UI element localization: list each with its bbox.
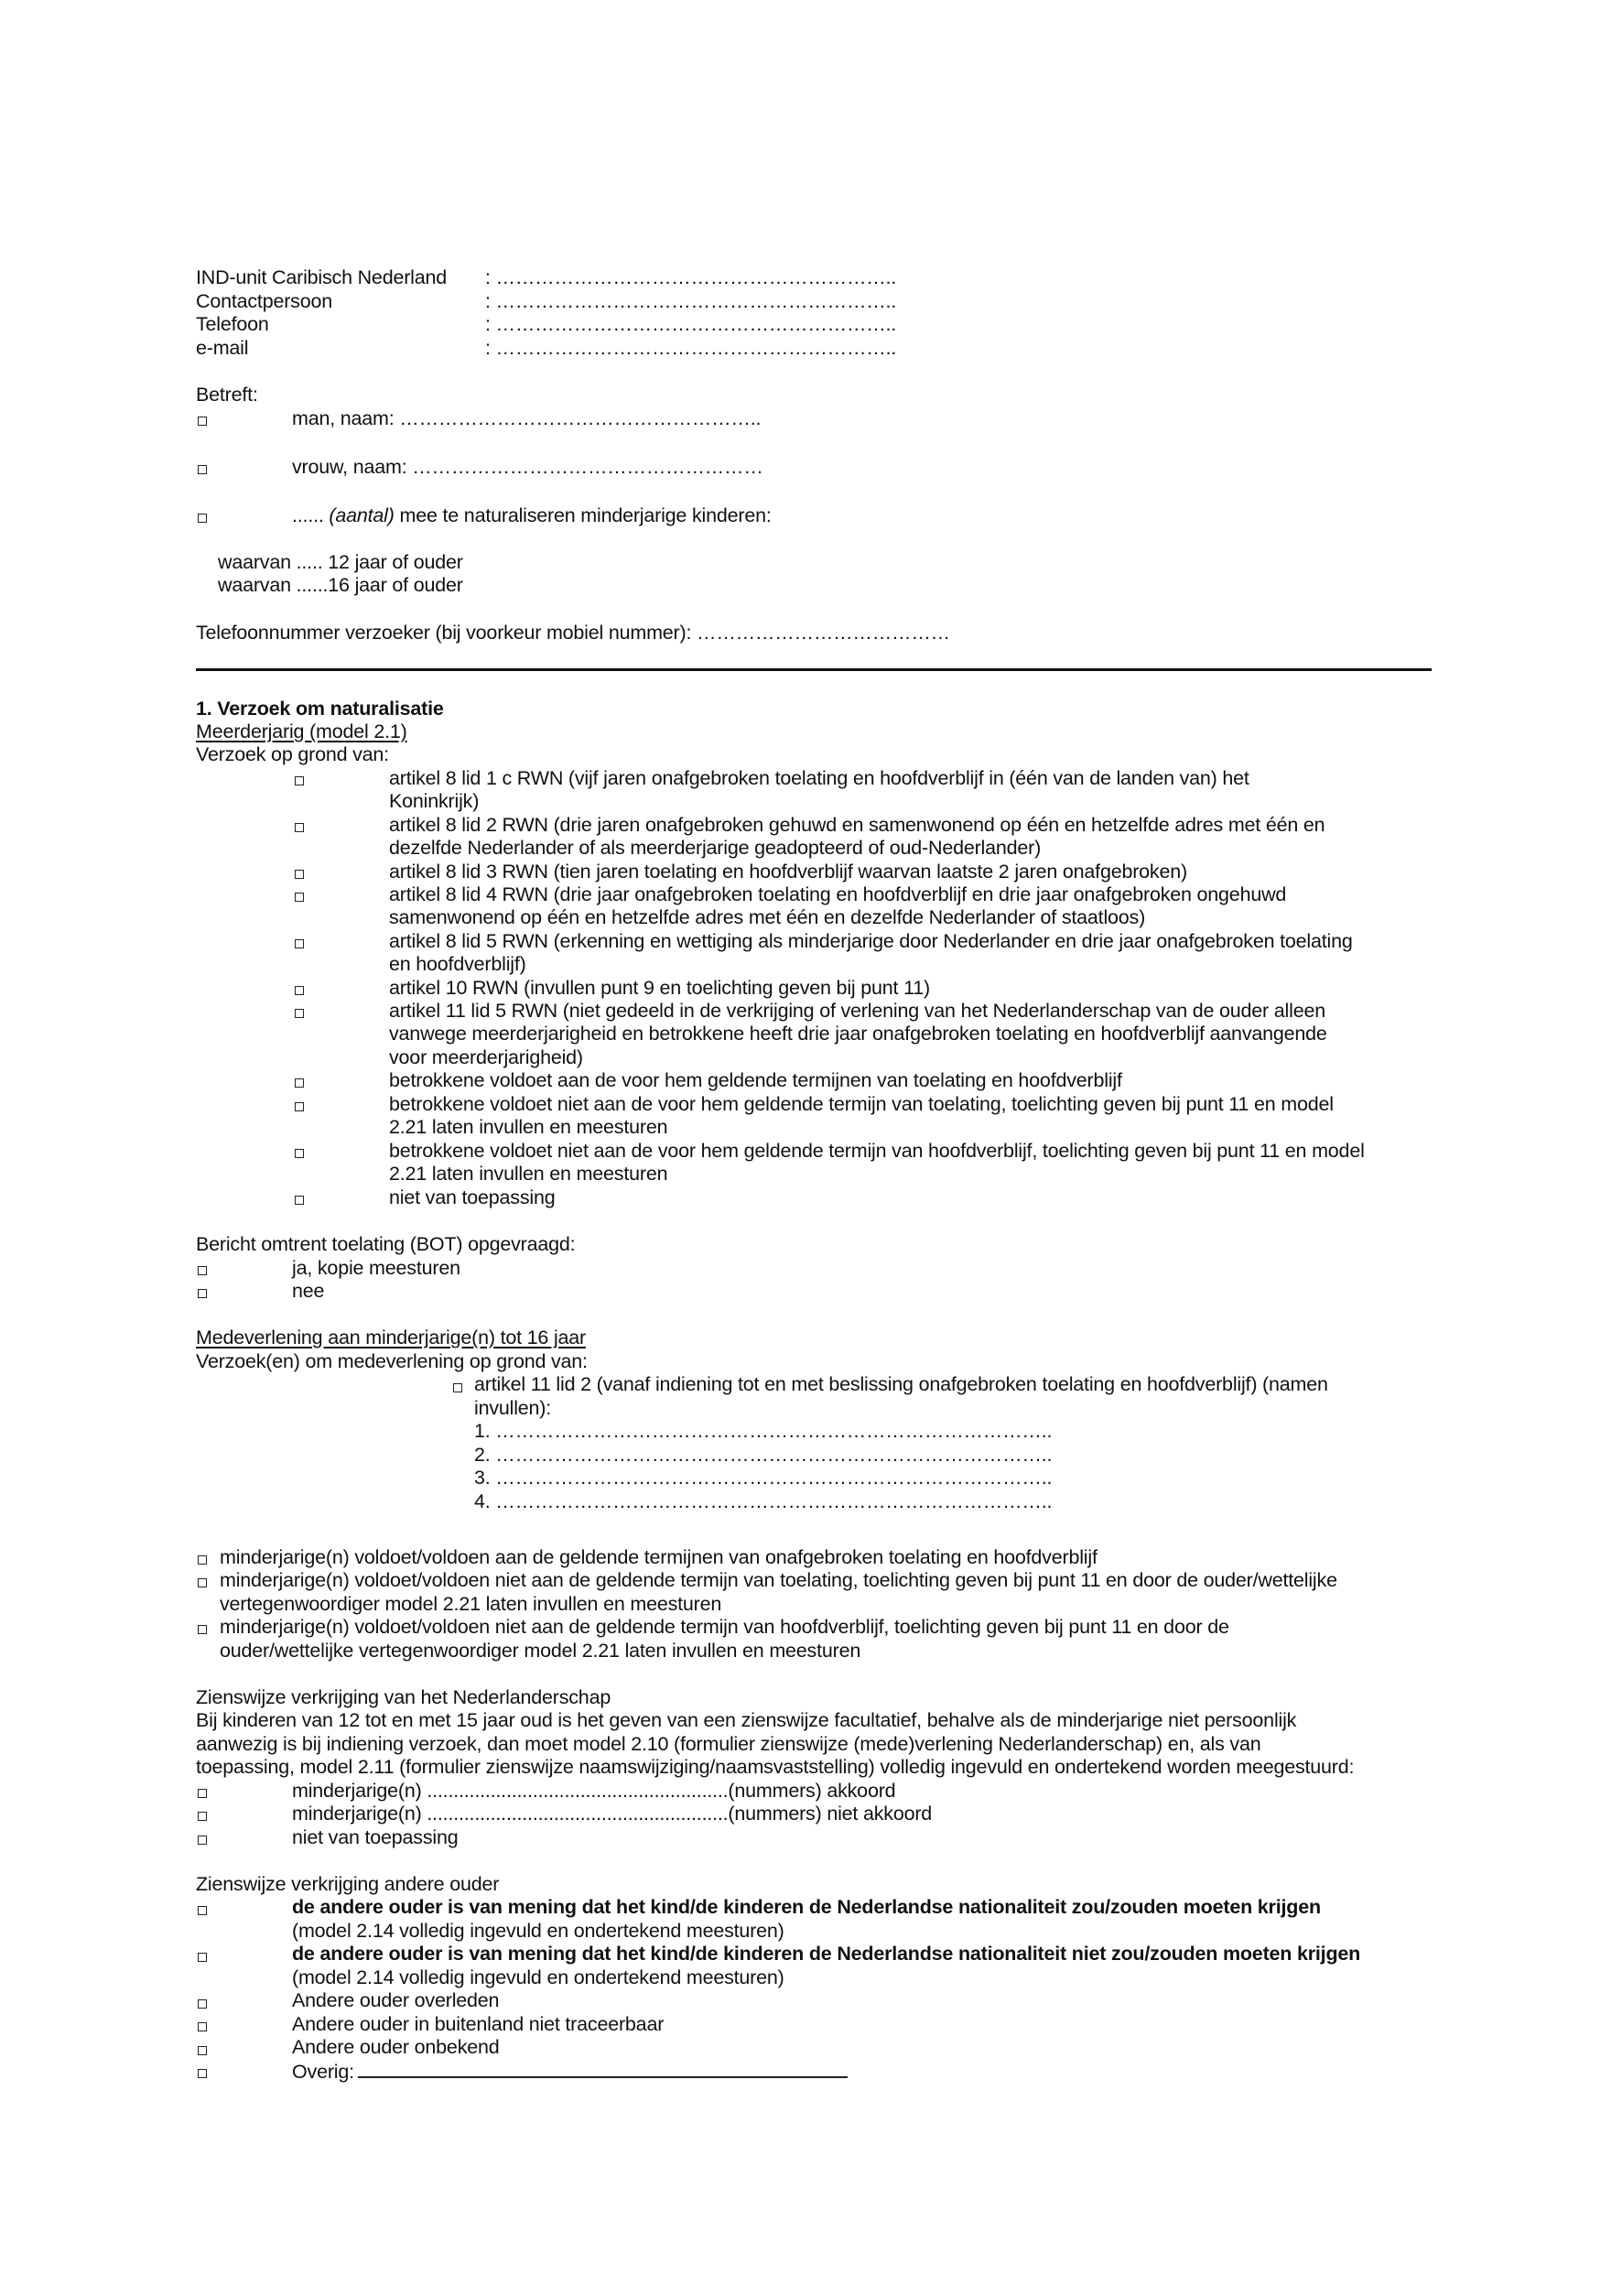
checkbox-ouder-niet[interactable] (198, 1953, 207, 1962)
ouder-option-niet: de andere ouder is van mening dat het kind/de kinderen de Nederlandse nationaliteit niet zou/zouden moeten krijgen (292, 1943, 1361, 1965)
minor-term-2-line2: vertegenwoordiger model 2.21 laten invullen en meesturen (220, 1593, 722, 1615)
field-label-ind-unit: IND-unit Caribisch Nederland (196, 266, 448, 288)
betreft-vrouw[interactable]: vrouw, naam: ……………………………………………… (292, 456, 763, 478)
field-value-telefoon[interactable]: : …………………………………………………….. (485, 313, 897, 335)
checkbox-ground-10[interactable] (295, 1149, 304, 1158)
betreft-man[interactable]: man, naam: ……………………………………………….. (292, 407, 762, 429)
checkbox-ground-5[interactable] (295, 939, 304, 948)
bot-option-nee: nee (292, 1280, 325, 1302)
ground-7-line3: voor meerderjarigheid) (389, 1046, 583, 1068)
ground-6-line1: artikel 10 RWN (invullen punt 9 en toelichting geven bij punt 11) (389, 977, 930, 999)
ground-1-line2: Koninkrijk) (389, 790, 480, 812)
bot-option-ja: ja, kopie meesturen (292, 1257, 460, 1279)
checkbox-ground-3[interactable] (295, 870, 304, 879)
checkbox-bot-ja[interactable] (198, 1266, 207, 1275)
kinderen-dots: ...... (292, 504, 324, 526)
checkbox-zienswijze-niet-akkoord[interactable] (198, 1812, 207, 1821)
checkbox-kinderen[interactable] (198, 514, 207, 523)
field-value-ind-unit[interactable]: : …………………………………………………….. (485, 266, 897, 288)
checkbox-minor-term-1[interactable] (198, 1555, 207, 1565)
field-value-email[interactable]: : …………………………………………………….. (485, 337, 897, 359)
ground-7-line1: artikel 11 lid 5 RWN (niet gedeeld in de verkrijging of verlening van het Nederlanderschap van de ouder alleen (389, 1000, 1325, 1022)
section-title: 1. Verzoek om naturalisatie (196, 698, 444, 720)
medeverlening-label: Verzoek(en) om medeverlening op grond van: (196, 1350, 588, 1372)
ouder-option-wel-note: (model 2.14 volledig ingevuld en ondertekend meesturen) (292, 1920, 784, 1942)
ground-2-line1: artikel 8 lid 2 RWN (drie jaren onafgebroken gehuwd en samenwonend op één en hetzelfde adres met één en (389, 814, 1325, 836)
ouder-option-onbekend: Andere ouder onbekend (292, 2036, 500, 2058)
zienswijze-option-akkoord[interactable]: minderjarige(n) .........................................................(nummers) akkoord (292, 1780, 896, 1802)
section-subtitle: Meerderjarig (model 2.1) (196, 720, 407, 742)
ground-3-line1: artikel 8 lid 3 RWN (tien jaren toelating en hoofdverblijf waarvan laatste 2 jaren onafgebroken) (389, 861, 1187, 883)
field-label-email: e-mail (196, 337, 249, 359)
field-value-contactpersoon[interactable]: : …………………………………………………….. (485, 290, 897, 312)
checkbox-ground-4[interactable] (295, 893, 304, 902)
kinderen-aantal: (aantal) (329, 504, 395, 526)
medeverlening-option-line2: invullen): (474, 1397, 552, 1419)
minor-term-1-line1: minderjarige(n) voldoet/voldoen aan de geldende termijnen van onafgebroken toelating en hoofdverblijf (220, 1546, 1098, 1568)
waarvan-12[interactable]: waarvan ..... 12 jaar of ouder (218, 551, 463, 573)
ouder-option-overig (292, 2060, 848, 2085)
ouder-title: Zienswijze verkrijging andere ouder (196, 1873, 500, 1895)
ouder-option-wel: de andere ouder is van mening dat het kind/de kinderen de Nederlandse nationaliteit zou/zouden moeten krijgen (292, 1896, 1321, 1918)
checkbox-ouder-wel[interactable] (198, 1906, 207, 1915)
grounds-label: Verzoek op grond van: (196, 743, 389, 765)
minor-term-2-line1: minderjarige(n) voldoet/voldoen niet aan de geldende termijn van toelating, toelichting geven bij punt 11 en door de ouder/wettelijke (220, 1569, 1337, 1591)
ouder-option-niet-traceerbaar: Andere ouder in buitenland niet traceerbaar (292, 2013, 665, 2035)
bot-label: Bericht omtrent toelating (BOT) opgevraagd: (196, 1233, 576, 1255)
checkbox-ground-2[interactable] (295, 823, 304, 832)
minor-term-3-line2: ouder/wettelijke vertegenwoordiger model 2.21 laten invullen en meesturen (220, 1640, 861, 1662)
zienswijze-text-line3: toepassing, model 2.11 (formulier zienswijze naamswijziging/naamsvaststelling) volledig ingevuld en ondertekend worden meegestuurd: (196, 1756, 1355, 1778)
ground-8-line1: betrokkene voldoet aan de voor hem geldende termijnen van toelating en hoofdverblijf (389, 1069, 1122, 1091)
checkbox-ground-11[interactable] (295, 1196, 304, 1205)
field-label-telefoon: Telefoon (196, 313, 269, 335)
checkbox-ouder-overleden[interactable] (198, 1999, 207, 2009)
checkbox-ground-9[interactable] (295, 1102, 304, 1111)
telefoonnummer-verzoeker[interactable]: Telefoonnummer verzoeker (bij voorkeur mobiel nummer): ………………………………… (196, 622, 950, 644)
checkbox-ouder-overig[interactable] (198, 2069, 207, 2078)
checkbox-vrouw[interactable] (198, 465, 207, 474)
ground-4-line2: samenwonend op één en hetzelfde adres met één en dezelfde Nederlander of staatloos) (389, 906, 1146, 928)
ground-10-line2: 2.21 laten invullen en meesturen (389, 1163, 668, 1185)
betreft-label: Betreft: (196, 384, 258, 406)
zienswijze-title: Zienswijze verkrijging van het Nederlanderschap (196, 1686, 611, 1708)
checkbox-ouder-niet-traceerbaar[interactable] (198, 2022, 207, 2031)
checkbox-man[interactable] (198, 417, 207, 426)
betreft-kinderen[interactable] (292, 504, 772, 528)
name-field-2[interactable]: 2. ………………………………………………………………………….. (474, 1444, 1053, 1466)
checkbox-ground-8[interactable] (295, 1078, 304, 1088)
checkbox-minor-term-2[interactable] (198, 1578, 207, 1587)
ground-7-line2: vanwege meerderjarigheid en betrokkene heeft drie jaar onafgebroken toelating en hoofdverblijf aanvangende (389, 1023, 1327, 1045)
checkbox-ground-7[interactable] (295, 1009, 304, 1018)
checkbox-zienswijze-nvt[interactable] (198, 1836, 207, 1845)
zienswijze-option-nvt: niet van toepassing (292, 1826, 459, 1848)
ground-5-line2: en hoofdverblijf) (389, 953, 526, 975)
checkbox-medeverlening[interactable] (453, 1383, 462, 1392)
ouder-option-overleden: Andere ouder overleden (292, 1989, 500, 2011)
checkbox-ground-6[interactable] (295, 986, 304, 995)
waarvan-16[interactable]: waarvan ......16 jaar of ouder (218, 574, 463, 596)
checkbox-minor-term-3[interactable] (198, 1625, 207, 1634)
ground-5-line1: artikel 8 lid 5 RWN (erkenning en wettiging als minderjarige door Nederlander en drie jaar onafgebroken toelating (389, 930, 1353, 952)
ground-9-line2: 2.21 laten invullen en meesturen (389, 1116, 668, 1138)
ground-11-line1: niet van toepassing (389, 1186, 556, 1208)
checkbox-zienswijze-akkoord[interactable] (198, 1789, 207, 1798)
medeverlening-option-line1: artikel 11 lid 2 (vanaf indiening tot en met beslissing onafgebroken toelating en hoofdverblijf) (namen (474, 1373, 1328, 1395)
zienswijze-text-line2: aanwezig is bij indiening verzoek, dan moet model 2.10 (formulier zienswijze (mede)verlening Nederlanderschap) en, als van (196, 1733, 1261, 1755)
medeverlening-title: Medeverlening aan minderjarige(n) tot 16 jaar (196, 1327, 587, 1348)
kinderen-rest: mee te naturaliseren minderjarige kinderen: (394, 504, 772, 526)
field-label-contactpersoon: Contactpersoon (196, 290, 332, 312)
overig-input-line[interactable] (358, 2060, 848, 2078)
ground-10-line1: betrokkene voldoet niet aan de voor hem geldende termijn van hoofdverblijf, toelichting geven bij punt 11 en model (389, 1140, 1365, 1162)
section-divider (196, 668, 1432, 671)
checkbox-ground-1[interactable] (295, 776, 304, 785)
ouder-option-niet-note: (model 2.14 volledig ingevuld en ondertekend meesturen) (292, 1966, 784, 1988)
ground-1-line1: artikel 8 lid 1 c RWN (vijf jaren onafgebroken toelating en hoofdverblijf in (één van de landen van) het (389, 767, 1249, 789)
ground-2-line2: dezelfde Nederlander of als meerderjarige geadopteerd of oud-Nederlander) (389, 837, 1042, 859)
zienswijze-text-line1: Bij kinderen van 12 tot en met 15 jaar oud is het geven van een zienswijze facultatief, behalve als de minderjarige niet persoonlijk (196, 1709, 1297, 1731)
checkbox-ouder-onbekend[interactable] (198, 2046, 207, 2055)
ground-4-line1: artikel 8 lid 4 RWN (drie jaar onafgebroken toelating en hoofdverblijf en drie jaar onafgebroken ongehuwd (389, 883, 1287, 905)
name-field-4[interactable]: 4. ………………………………………………………………………….. (474, 1490, 1053, 1512)
name-field-1[interactable]: 1. ………………………………………………………………………….. (474, 1420, 1053, 1442)
overig-label: Overig: (292, 2061, 354, 2083)
name-field-3[interactable]: 3. ………………………………………………………………………….. (474, 1467, 1053, 1489)
zienswijze-option-niet-akkoord[interactable]: minderjarige(n) .........................................................(nummers) niet akkoord (292, 1803, 933, 1825)
minor-term-3-line1: minderjarige(n) voldoet/voldoen niet aan de geldende termijn van hoofdverblijf, toelichting geven bij punt 11 en door de (220, 1616, 1229, 1638)
checkbox-bot-nee[interactable] (198, 1289, 207, 1298)
ground-9-line1: betrokkene voldoet niet aan de voor hem geldende termijn van toelating, toelichting geven bij punt 11 en model (389, 1093, 1334, 1115)
